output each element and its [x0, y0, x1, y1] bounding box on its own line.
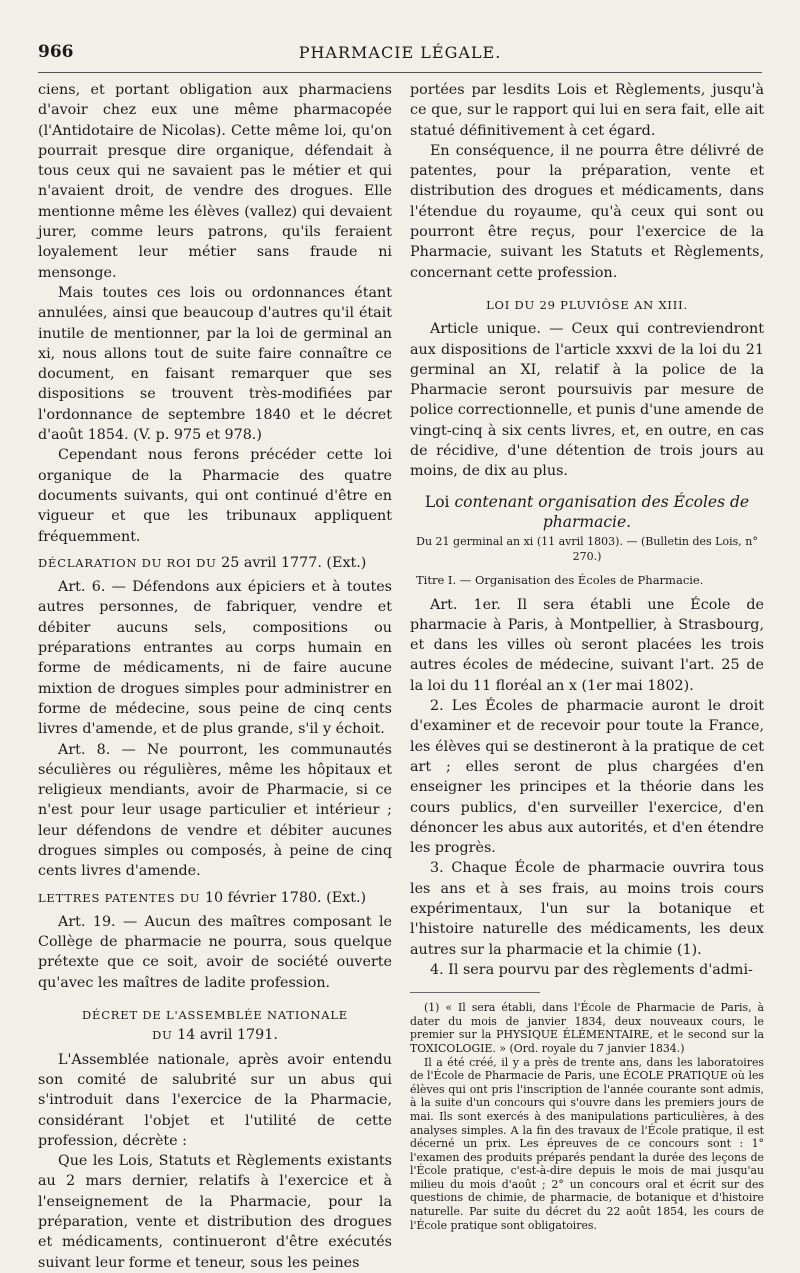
paragraph: En conséquence, il ne pourra être délivré de patentes, pour la préparation, vente et distribution des drogues et médicaments, dans l'étendue du royaume, qu'à ceux qui sont ou pourront être reçus, pour l'exercice de la Pharmacie, suivant les Statuts et Règlements, concernant cette profession. [410, 142, 764, 281]
footnote-divider [410, 992, 540, 993]
paragraph: L'Assemblée nationale, après avoir entendu son comité de salubrité sur un abus qui s'introduit dans l'exercice de la Pharmacie, considérant l'objet et l'utilité de cette profession, décrète : [38, 1051, 392, 1149]
paragraph: Art. 19. — Aucun des maîtres composant le Collège de pharmacie ne pourra, sous quelque prétexte que ce soit, avoir de société ouverte qu'avec les maîtres de ladite profession. [38, 913, 392, 991]
page-number: 966 [38, 42, 74, 62]
page-header [38, 36, 762, 73]
section-heading-decret-1791: DÉCRET DE L'ASSEMBLÉE NATIONALE DU 14 avril 1791. [81, 1008, 348, 1044]
left-column [38, 80, 392, 1273]
titre-heading: Titre I. — Organisation des Écoles de Pharmacie. [416, 573, 704, 588]
running-head: PHARMACIE LÉGALE. [298, 43, 502, 62]
paragraph: Mais toutes ces lois ou ordonnances étant annulées, ainsi que beaucoup d'autres qu'il était inutile de mentionner, par la loi de germinal an xi, nous allons tout de suite faire connaître ce document, en faisant remarquer que ses dispositions se trouvent très-modifiées par l'ordonnance de septembre 1840 et le décret d'août 1854. (V. p. 975 et 978.) [38, 284, 392, 444]
section-heading-lettres-patentes-1780: LETTRES PATENTES DU 10 février 1780. (Ext.) [38, 889, 367, 906]
footnote: Il a été créé, il y a près de trente ans, dans les laboratoires de l'École de Pharmacie de Paris, une ÉCOLE PRATIQUE où les élèves qui ont pris l'inscription de l'année courante sont admis, à la suite d'un concours qui s'ouvre dans les premiers jours de mai. Ils sont exercés à des manipulations particulières, à des analyses simples. A la fin des travaux de l'École pratique, il est décerné un prix. Les épreuves de ce concours sont : 1° l'examen des produits préparés pendant la durée des leçons de l'École pratique, c'est-à-dire depuis le mois de mai jusqu'au milieu du mois d'août ; 2° un concours oral et écrit sur des questions de chimie, de pharmacie, de botanique et d'histoire naturelle. Par suite du décret du 22 août 1854, les cours de l'École pratique sont obligatoires. [410, 1055, 764, 1232]
paragraph: 2. Les Écoles de pharmacie auront le droit d'examiner et de recevoir pour toute la France, les élèves qui se destineront à la pratique de cet art ; elles seront de plus chargées d'en enseigner les principes et la théorie dans les cours publics, d'en surveiller l'exercice, d'en dénoncer les abus aux autorités, et d'en étendre les progrès. [410, 698, 764, 857]
paragraph: ciens, et portant obligation aux pharmaciens d'avoir chez eux une même pharmacopée (l'Antidotaire de Nicolas). Cette même loi, qu'on pourrait presque dire organique, défendait à tous ceux qui ne savaient pas le métier et qui n'avaient droit, de vendre des drogues. Elle mentionne même les élèves (vallez) qui devaient jurer, comme leurs patrons, qu'ils feraient loyalement leur métier sans fraude ni mensonge. [38, 82, 392, 281]
paragraph: Art. 1er. Il sera établi une École de pharmacie à Paris, à Montpellier, à Strasbourg, et dans les villes où seront placées les trois autres écoles de médecine, suivant l'art. 25 de la loi du 11 floréal an x (1er mai 1802). [410, 596, 764, 694]
right-column [410, 80, 764, 1232]
law-date: Du 21 germinal an xi (11 avril 1803). — (Bulletin des Lois, n° 270.) [416, 535, 758, 564]
paragraph: Cependant nous ferons précéder cette loi organique de la Pharmacie des quatre documents suivants, qui ont continué d'être en vigueur et que les tribunaux appliquent fréquemment. [38, 447, 392, 545]
paragraph: 4. Il sera pourvu par des règlements d'admi- [430, 961, 753, 978]
paragraph: portées par lesdits Lois et Règlements, jusqu'à ce que, sur le rapport qui lui en sera fait, elle ait statué définitivement à cet égard. [410, 82, 764, 139]
paragraph: 3. Chaque École de pharmacie ouvrira tous les ans et à ses frais, au moins trois cours expérimentaux, l'un sur la botanique et l'histoire naturelle des médicaments, les deux autres sur la pharmacie et la chimie (1). [410, 860, 764, 958]
paragraph: Art. 8. — Ne pourront, les communautés séculières ou régulières, même les hôpitaux et religieux mendiants, avoir de Pharmacie, si ce n'est pour leur usage particulier et intérieur ; leur défendons de vendre et débiter aucunes drogues simples ou composés, à peine de cinq cents livres d'amende. [38, 741, 392, 880]
section-heading-declaration-1777: DÉCLARATION DU ROI DU 25 avril 1777. (Ext.) [38, 554, 367, 571]
paragraph: Que les Lois, Statuts et Règlements existants au 2 mars dernier, relatifs à l'exercice et à l'enseignement de la Pharmacie, pour la préparation, vente et distribution des drogues et médicaments, continueront d'être exécutés suivant leur forme et teneur, sous les peines [38, 1153, 392, 1271]
paragraph: Article unique. — Ceux qui contreviendront aux dispositions de l'article xxxvi de la loi du 21 germinal an XI, relatif à la police de la Pharmacie seront poursuivis par mesure de police correctionnelle, et punis d'une amende de vingt-cinq à six cents livres, et, en outre, en cas de récidive, d'une détention de trois jours au moins, de dix au plus. [410, 321, 764, 480]
law-title: Loi contenant organisation des Écoles de pharmacie. [424, 492, 750, 531]
section-heading-loi-pluviose: LOI DU 29 PLUVIÔSE AN XIII. [486, 297, 688, 312]
footnote: (1) « Il sera établi, dans l'École de Pharmacie de Paris, à dater du mois de janvier 1834, deux nouveaux cours, le premier sur la PHYSIQUE ÉLÉMENTAIRE, et le second sur la TOXICOLOGIE. » (Ord. royale du 7 janvier 1834.) [410, 1001, 764, 1055]
paragraph: Art. 6. — Défendons aux épiciers et à toutes autres personnes, de fabriquer, vendre et débiter aucuns sels, compositions ou préparations entrantes au corps humain en forme de médicaments, ni de faire aucune mixtion de drogues simples pour administrer en forme de médecine, sous peine de cinq cents livres d'amende, et de plus grande, s'il y échoit. [38, 579, 392, 738]
